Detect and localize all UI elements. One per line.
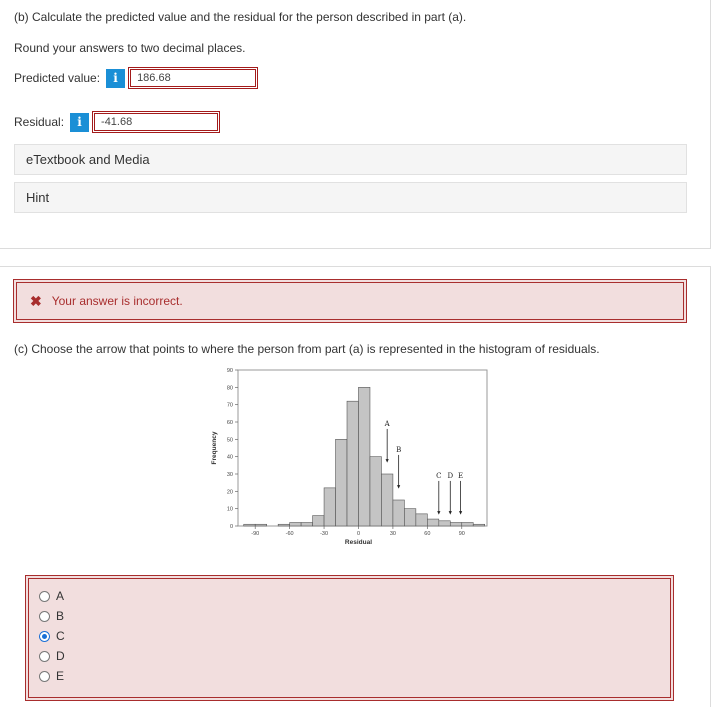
predicted-value-label: Predicted value: <box>14 71 101 85</box>
histogram-bar <box>313 516 324 526</box>
feedback-message: Your answer is incorrect. <box>51 294 183 308</box>
incorrect-feedback <box>13 279 687 323</box>
histogram-bar <box>416 514 427 526</box>
histogram-bar <box>324 488 335 526</box>
residual-row <box>14 111 220 133</box>
answer-choices <box>25 575 674 701</box>
arrow-b-label: B <box>396 445 402 454</box>
histogram-bar <box>358 387 369 526</box>
y-tick-label: 70 <box>226 402 233 409</box>
y-tick-label: 40 <box>226 454 233 461</box>
x-tick-label: -90 <box>251 531 260 537</box>
arrow-d-label: D <box>447 471 454 480</box>
x-tick-label: 30 <box>389 531 396 537</box>
close-icon: ✖ <box>30 292 42 309</box>
histogram-bar <box>462 523 473 526</box>
histogram-bar <box>450 523 461 526</box>
arrow-c-label: C <box>436 471 442 480</box>
info-icon[interactable]: i <box>106 69 125 88</box>
histogram-bar <box>347 401 358 526</box>
radio-button[interactable] <box>39 591 50 602</box>
hint-button[interactable]: Hint <box>14 182 687 213</box>
histogram-bar <box>255 524 266 526</box>
info-icon[interactable]: i <box>70 113 89 132</box>
y-tick-label: 0 <box>229 524 233 530</box>
histogram-bar <box>404 509 415 526</box>
residual-input[interactable]: -41.68 <box>94 113 218 131</box>
histogram-bar <box>427 519 438 526</box>
y-tick-label: 80 <box>226 385 233 392</box>
etextbook-media-button[interactable]: eTextbook and Media <box>14 144 687 175</box>
arrow-a-label: A <box>384 419 390 428</box>
histogram-svg <box>204 364 494 554</box>
choice-label: E <box>56 669 65 683</box>
histogram-bar <box>393 500 404 526</box>
choice-a[interactable] <box>39 589 64 603</box>
part-b-question: (b) Calculate the predicted value and the residual for the person described in part (a). <box>14 10 467 24</box>
predicted-value-field[interactable] <box>128 67 258 89</box>
y-tick-label: 10 <box>226 506 233 513</box>
y-tick-label: 20 <box>226 489 233 496</box>
y-tick-label: 90 <box>226 368 233 374</box>
residual-label: Residual: <box>14 115 65 129</box>
predicted-value-row <box>14 67 258 89</box>
y-tick-label: 50 <box>226 437 233 444</box>
histogram-bar <box>301 523 312 526</box>
histogram-bar <box>278 524 289 526</box>
rounding-instruction: Round your answers to two decimal places. <box>14 41 246 55</box>
x-axis-label: Residual <box>344 539 373 546</box>
part-c-question: (c) Choose the arrow that points to where the person from part (a) is represented in the histogram of residuals. <box>14 342 600 356</box>
predicted-value-input[interactable]: 186.68 <box>130 69 256 87</box>
x-tick-label: 60 <box>424 531 431 537</box>
radio-button[interactable] <box>39 651 50 662</box>
radio-button[interactable] <box>39 671 50 682</box>
histogram-bar <box>290 523 301 526</box>
arrow-e-label: E <box>458 471 464 480</box>
residual-field[interactable] <box>92 111 220 133</box>
radio-button[interactable] <box>39 611 50 622</box>
choice-d[interactable] <box>39 649 65 663</box>
y-tick-label: 30 <box>226 472 233 478</box>
histogram-bar <box>439 521 450 526</box>
radio-button[interactable] <box>39 631 50 642</box>
x-tick-label: -30 <box>320 531 329 537</box>
choice-label: A <box>56 589 65 603</box>
histogram-bar <box>336 439 347 526</box>
histogram-bar <box>381 474 392 526</box>
choice-label: C <box>56 629 65 643</box>
choice-b[interactable] <box>39 609 64 623</box>
x-tick-label: 0 <box>356 531 361 537</box>
residual-histogram <box>204 364 494 554</box>
x-tick-label: 90 <box>458 531 465 537</box>
x-tick-label: -60 <box>285 531 294 537</box>
y-axis-label: Frequency <box>211 431 218 465</box>
y-tick-label: 60 <box>226 420 233 426</box>
histogram-bar <box>370 457 381 526</box>
choice-label: B <box>56 609 65 623</box>
histogram-bar <box>244 524 255 526</box>
histogram-bar <box>473 524 484 526</box>
choice-c[interactable] <box>39 629 65 643</box>
choice-e[interactable] <box>39 669 64 683</box>
choice-label: D <box>56 649 65 663</box>
